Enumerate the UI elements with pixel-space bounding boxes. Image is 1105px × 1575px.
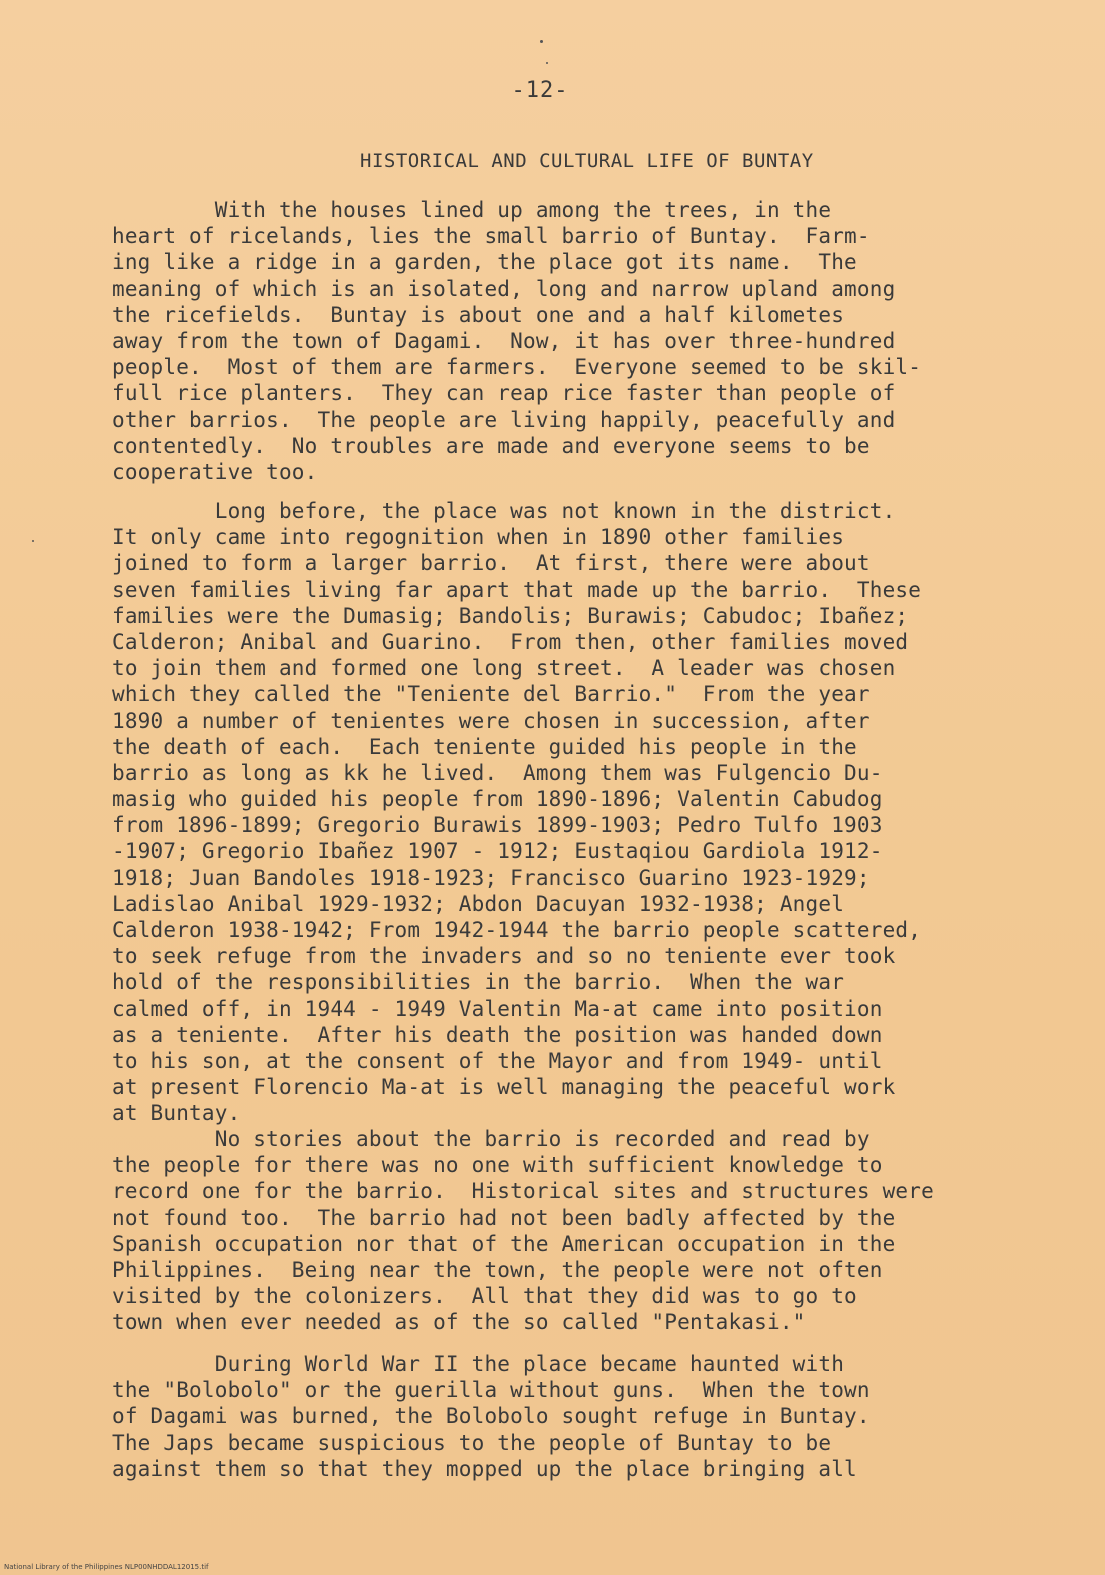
text-line: not found too. The barrio had not been badly affected by the [112,1205,896,1230]
text-line: 1918; Juan Bandoles 1918-1923; Francisco Guarino 1923-1929; [112,865,870,890]
paragraph-world-war-ii [112,1351,1072,1482]
text-line: barrio as long as kk he lived. Among them was Fulgencio Du- [112,760,883,785]
text-line: Ladislao Anibal 1929-1932; Abdon Dacuyan 1932-1938; Angel [112,891,845,916]
paragraph-history-tenientes [112,498,1072,1127]
text-line: to his son, at the consent of the Mayor and from 1949- until [112,1048,883,1073]
text-line: at Buntay. [112,1101,241,1126]
text-line: full rice planters. They can reap rice faster than people of [112,381,896,406]
text-line: With the houses lined up among the trees, in the [112,198,832,222]
text-line: 1890 a number of tenientes were chosen in succession, after [112,708,870,733]
text-line: at present Florencio Ma-at is well managing the peaceful work [112,1075,896,1100]
text-line: meaning of which is an isolated, long and narrow upland among [112,276,896,301]
text-line: town when ever needed as of the so called "Pentakasi." [112,1310,806,1335]
page-title: HISTORICAL AND CULTURAL LIFE OF BUNTAY [360,150,814,172]
text-line: visited by the colonizers. All that they did was to go to [112,1284,857,1309]
text-line: the ricefields. Buntay is about one and a half kilometes [112,302,845,327]
paper-speck [32,540,34,542]
text-line: It only came into regognition when in 1890 other families [112,525,845,550]
text-line: hold of the responsibilities in the barrio. When the war [112,970,845,995]
text-line: calmed off, in 1944 - 1949 Valentin Ma-at came into position [112,996,883,1021]
text-line: of Dagami was burned, the Bolobolo sought refuge in Buntay. [112,1404,870,1429]
text-line: to seek refuge from the invaders and so no teniente ever took [112,944,896,969]
text-line: Philippines. Being near the town, the people were not often [112,1257,883,1282]
text-line: other barrios. The people are living happily, peacefully and [112,407,896,432]
text-line: Calderon; Anibal and Guarino. From then, other families moved [112,629,909,654]
text-line: as a teniente. After his death the position was handed down [112,1022,883,1047]
text-line: cooperative too. [112,459,318,484]
text-line: the people for there was no one with sufficient knowledge to [112,1153,883,1178]
text-line: Spanish occupation nor that of the American occupation in the [112,1231,896,1256]
text-line: people. Most of them are farmers. Everyone seemed to be skil- [112,355,922,380]
text-line: contentedly. No troubles are made and everyone seems to be [112,433,870,458]
text-line: the death of each. Each teniente guided his people in the [112,734,857,759]
text-line: The Japs became suspicious to the people of Buntay to be [112,1430,832,1455]
text-line: -1907; Gregorio Ibañez 1907 - 1912; Eustaqiou Gardiola 1912- [112,839,883,864]
text-line: joined to form a larger barrio. At first, there were about [112,551,870,576]
text-line: which they called the "Teniente del Barrio." From the year [112,682,870,707]
paper-speck [546,62,548,64]
text-line: to join them and formed one long street. A leader was chosen [112,656,896,681]
text-line: the "Bolobolo" or the guerilla without guns. When the town [112,1378,870,1403]
text-line: record one for the barrio. Historical sites and structures were [112,1179,934,1204]
page-number: -12- [511,78,569,103]
text-line: masig who guided his people from 1890-1896; Valentin Cabudog [112,787,883,812]
scan-footer: National Library of the Philippines NLP00NHDDAL12015.tif [4,1563,209,1571]
paper-speck [540,40,543,43]
paragraph-origin-of-name [112,197,1072,485]
text-line: ing like a ridge in a garden, the place got its name. The [112,250,857,275]
paragraph-stories-and-sites [112,1126,1072,1336]
text-line: No stories about the barrio is recorded and read by [112,1127,870,1151]
text-line: away from the town of Dagami. Now, it has over three-hundred [112,328,896,353]
text-line: Long before, the place was not known in the district. [112,499,896,523]
text-line: Calderon 1938-1942; From 1942-1944 the barrio people scattered, [112,918,922,942]
text-line: During World War II the place became haunted with [112,1352,845,1376]
text-line: families were the Dumasig; Bandolis; Burawis; Cabudoc; Ibañez; [112,603,909,628]
text-line: against them so that they mopped up the place bringing all [112,1456,857,1481]
text-line: from 1896-1899; Gregorio Burawis 1899-1903; Pedro Tulfo 1903 [112,813,883,838]
text-line: heart of ricelands, lies the small barrio of Buntay. Farm- [112,224,870,249]
text-line: seven families living far apart that made up the barrio. These [112,577,922,602]
